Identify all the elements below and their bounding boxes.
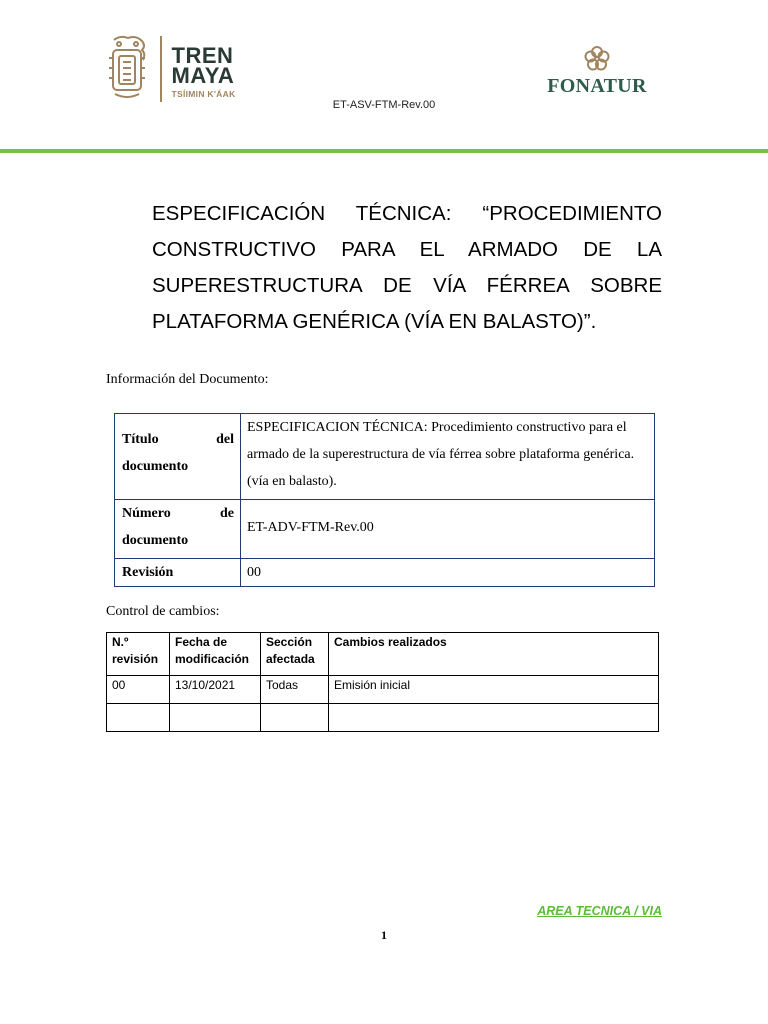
col-header-changes: Cambios realizados — [329, 633, 659, 676]
header-doc-code: ET-ASV-FTM-Rev.00 — [332, 99, 436, 111]
change-control-heading: Control de cambios: — [106, 604, 220, 619]
col-header-section: Sección afectada — [261, 633, 329, 676]
page-number: 1 — [381, 928, 387, 942]
table-row — [107, 704, 659, 732]
info-value-number: ET-ADV-FTM-Rev.00 — [241, 500, 655, 559]
table-cell: 13/10/2021 — [170, 676, 261, 704]
table-row — [115, 414, 655, 500]
footer-area-label: AREA TECNICA / VIA — [537, 904, 662, 918]
col-header-date: Fecha de modificación — [170, 633, 261, 676]
table-cell — [107, 704, 170, 732]
col-header-revision: N.º revisión — [107, 633, 170, 676]
header-divider — [0, 149, 768, 153]
table-cell: 00 — [107, 676, 170, 704]
document-info-table — [114, 413, 655, 587]
change-control-table — [106, 632, 659, 732]
tren-maya-line2: MAYA — [171, 63, 235, 88]
maya-glyph-icon — [106, 34, 148, 102]
fonatur-wordmark: FONATUR — [547, 75, 647, 97]
table-header-row — [107, 633, 659, 676]
info-label-number: Número de documento — [115, 500, 241, 559]
tren-maya-line1: TREN — [171, 43, 234, 68]
fonatur-logo — [538, 45, 656, 98]
document-title: ESPECIFICACIÓN TÉCNICA: “PROCEDIMIENTO CONSTRUCTIVO PARA EL ARMADO DE LA SUPERESTRUCTURA DE VÍA FÉRREA SOBRE PLATAFORMA GENÉRICA (VÍA EN BALASTO)”. — [152, 202, 662, 333]
logo-divider — [160, 36, 162, 102]
table-cell — [170, 704, 261, 732]
table-row — [115, 500, 655, 559]
flower-icon — [583, 45, 611, 73]
tren-maya-wordmark — [171, 43, 236, 99]
table-cell: Emisión inicial — [329, 676, 659, 704]
info-label-revision: Revisión — [115, 559, 241, 587]
info-value-revision: 00 — [241, 559, 655, 587]
table-cell: Todas — [261, 676, 329, 704]
tren-maya-subtitle: TSÍIMIN K'ÁAK — [171, 89, 236, 99]
info-label-title: Título del documento — [115, 414, 241, 500]
table-row — [115, 559, 655, 587]
table-cell — [261, 704, 329, 732]
tren-maya-logo — [106, 34, 236, 102]
table-row — [107, 676, 659, 704]
info-value-title: ESPECIFICACION TÉCNICA: Procedimiento constructivo para el armado de la superestructura de vía férrea sobre plataforma genérica. (vía en balasto). — [241, 414, 655, 500]
document-info-heading: Información del Documento: — [106, 372, 269, 387]
table-cell — [329, 704, 659, 732]
